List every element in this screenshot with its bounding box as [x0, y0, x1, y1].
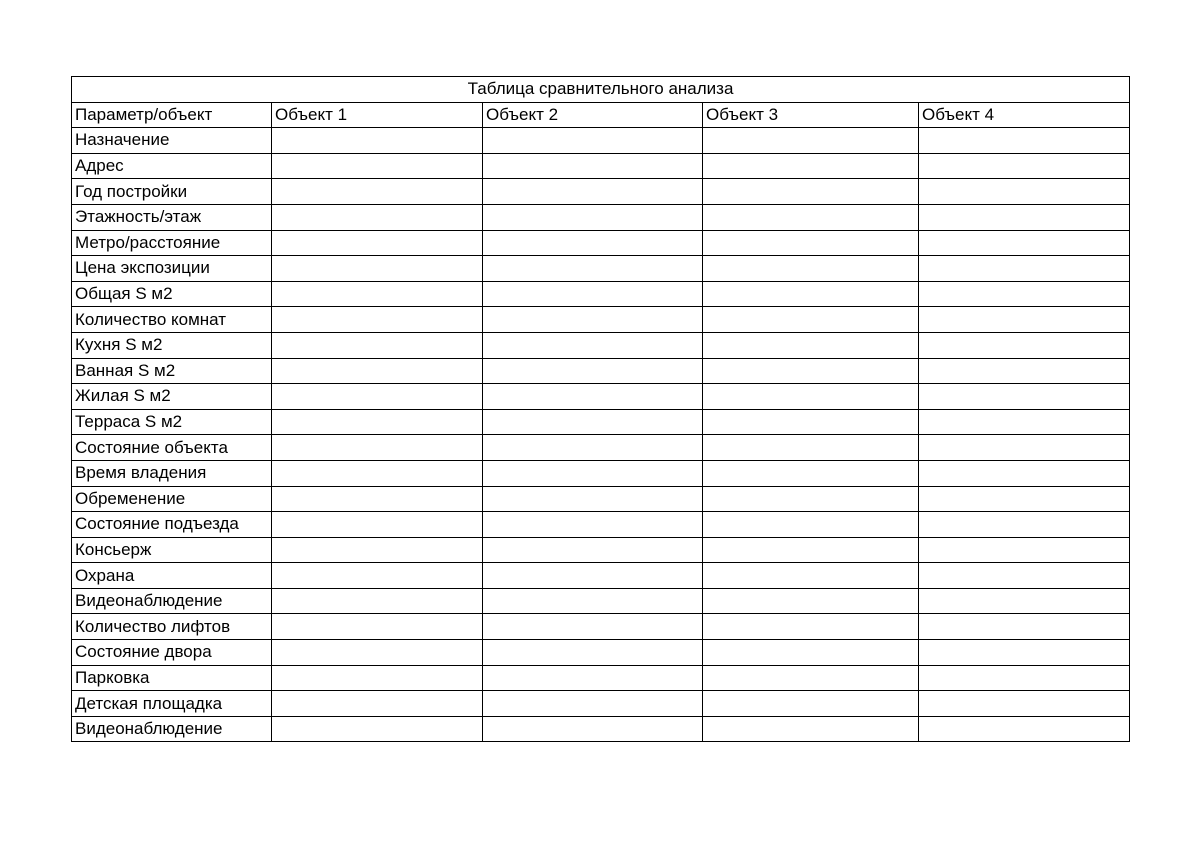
parameter-label: Время владения	[72, 460, 272, 486]
object-2-cell	[483, 435, 703, 461]
object-4-cell	[919, 614, 1130, 640]
parameter-label: Цена экспозиции	[72, 256, 272, 282]
table-row	[72, 358, 1130, 384]
object-3-cell	[703, 384, 919, 410]
object-2-cell	[483, 384, 703, 410]
object-4-cell	[919, 409, 1130, 435]
object-2-cell	[483, 537, 703, 563]
object-3-cell	[703, 691, 919, 717]
object-3-cell	[703, 614, 919, 640]
object-2-cell	[483, 640, 703, 666]
object-1-cell	[272, 409, 483, 435]
object-4-cell	[919, 486, 1130, 512]
parameter-label: Парковка	[72, 665, 272, 691]
parameter-label: Количество комнат	[72, 307, 272, 333]
object-2-cell	[483, 256, 703, 282]
table-row	[72, 204, 1130, 230]
object-2-cell	[483, 179, 703, 205]
object-1-cell	[272, 486, 483, 512]
object-1-cell	[272, 230, 483, 256]
object-2-cell	[483, 204, 703, 230]
object-3-cell	[703, 204, 919, 230]
object-2-cell	[483, 281, 703, 307]
parameter-label: Детская площадка	[72, 691, 272, 717]
table-row	[72, 153, 1130, 179]
object-3-cell	[703, 307, 919, 333]
parameter-label: Год постройки	[72, 179, 272, 205]
object-3-cell	[703, 435, 919, 461]
table-row	[72, 512, 1130, 538]
header-parameter: Параметр/объект	[72, 102, 272, 128]
parameter-label: Видеонаблюдение	[72, 716, 272, 742]
parameter-label: Консьерж	[72, 537, 272, 563]
object-2-cell	[483, 460, 703, 486]
comparison-table	[71, 76, 1130, 742]
parameter-label: Назначение	[72, 128, 272, 154]
table-row	[72, 691, 1130, 717]
object-3-cell	[703, 563, 919, 589]
parameter-label: Состояние подъезда	[72, 512, 272, 538]
object-2-cell	[483, 332, 703, 358]
object-4-cell	[919, 256, 1130, 282]
object-3-cell	[703, 409, 919, 435]
object-4-cell	[919, 435, 1130, 461]
parameter-label: Состояние объекта	[72, 435, 272, 461]
table-row	[72, 256, 1130, 282]
header-object-2: Объект 2	[483, 102, 703, 128]
object-4-cell	[919, 512, 1130, 538]
object-1-cell	[272, 665, 483, 691]
object-1-cell	[272, 307, 483, 333]
parameter-label: Кухня S м2	[72, 332, 272, 358]
header-object-1: Объект 1	[272, 102, 483, 128]
object-1-cell	[272, 153, 483, 179]
table-row	[72, 486, 1130, 512]
object-4-cell	[919, 588, 1130, 614]
table-row	[72, 409, 1130, 435]
object-3-cell	[703, 486, 919, 512]
parameter-label: Ванная S м2	[72, 358, 272, 384]
object-3-cell	[703, 640, 919, 666]
parameter-label: Жилая S м2	[72, 384, 272, 410]
object-4-cell	[919, 204, 1130, 230]
table-row	[72, 281, 1130, 307]
object-4-cell	[919, 128, 1130, 154]
object-3-cell	[703, 153, 919, 179]
object-4-cell	[919, 332, 1130, 358]
parameter-label: Метро/расстояние	[72, 230, 272, 256]
object-4-cell	[919, 384, 1130, 410]
parameter-label: Общая S м2	[72, 281, 272, 307]
object-3-cell	[703, 256, 919, 282]
object-2-cell	[483, 307, 703, 333]
document-sheet	[71, 76, 1130, 742]
table-row	[72, 307, 1130, 333]
object-3-cell	[703, 537, 919, 563]
object-4-cell	[919, 665, 1130, 691]
object-2-cell	[483, 128, 703, 154]
object-3-cell	[703, 588, 919, 614]
object-4-cell	[919, 716, 1130, 742]
object-2-cell	[483, 614, 703, 640]
object-2-cell	[483, 230, 703, 256]
object-2-cell	[483, 563, 703, 589]
object-1-cell	[272, 563, 483, 589]
header-object-3: Объект 3	[703, 102, 919, 128]
table-row	[72, 665, 1130, 691]
table-row	[72, 563, 1130, 589]
table-row	[72, 537, 1130, 563]
parameter-label: Количество лифтов	[72, 614, 272, 640]
object-3-cell	[703, 512, 919, 538]
object-1-cell	[272, 460, 483, 486]
object-2-cell	[483, 486, 703, 512]
object-3-cell	[703, 179, 919, 205]
object-4-cell	[919, 230, 1130, 256]
object-1-cell	[272, 435, 483, 461]
object-3-cell	[703, 128, 919, 154]
object-2-cell	[483, 716, 703, 742]
object-2-cell	[483, 409, 703, 435]
object-2-cell	[483, 153, 703, 179]
object-4-cell	[919, 537, 1130, 563]
header-object-4: Объект 4	[919, 102, 1130, 128]
object-1-cell	[272, 640, 483, 666]
object-1-cell	[272, 179, 483, 205]
object-4-cell	[919, 179, 1130, 205]
object-3-cell	[703, 716, 919, 742]
table-row	[72, 460, 1130, 486]
object-2-cell	[483, 588, 703, 614]
table-body	[72, 128, 1130, 742]
object-2-cell	[483, 358, 703, 384]
object-1-cell	[272, 281, 483, 307]
object-1-cell	[272, 588, 483, 614]
object-3-cell	[703, 281, 919, 307]
parameter-label: Адрес	[72, 153, 272, 179]
table-row	[72, 332, 1130, 358]
table-row	[72, 384, 1130, 410]
table-row	[72, 128, 1130, 154]
parameter-label: Терраса S м2	[72, 409, 272, 435]
object-1-cell	[272, 716, 483, 742]
object-1-cell	[272, 128, 483, 154]
object-4-cell	[919, 691, 1130, 717]
object-2-cell	[483, 691, 703, 717]
table-row	[72, 614, 1130, 640]
object-1-cell	[272, 256, 483, 282]
object-3-cell	[703, 665, 919, 691]
parameter-label: Обременение	[72, 486, 272, 512]
object-4-cell	[919, 640, 1130, 666]
object-1-cell	[272, 512, 483, 538]
object-3-cell	[703, 332, 919, 358]
table-row	[72, 435, 1130, 461]
table-row	[72, 230, 1130, 256]
parameter-label: Охрана	[72, 563, 272, 589]
object-4-cell	[919, 281, 1130, 307]
object-4-cell	[919, 563, 1130, 589]
table-row	[72, 179, 1130, 205]
object-1-cell	[272, 537, 483, 563]
object-4-cell	[919, 153, 1130, 179]
object-2-cell	[483, 665, 703, 691]
object-3-cell	[703, 230, 919, 256]
object-1-cell	[272, 614, 483, 640]
object-4-cell	[919, 460, 1130, 486]
object-3-cell	[703, 460, 919, 486]
object-1-cell	[272, 358, 483, 384]
object-2-cell	[483, 512, 703, 538]
table-row	[72, 588, 1130, 614]
parameter-label: Состояние двора	[72, 640, 272, 666]
object-1-cell	[272, 332, 483, 358]
table-title: Таблица сравнительного анализа	[72, 77, 1130, 103]
table-row	[72, 640, 1130, 666]
object-4-cell	[919, 307, 1130, 333]
parameter-label: Видеонаблюдение	[72, 588, 272, 614]
object-3-cell	[703, 358, 919, 384]
header-row	[72, 102, 1130, 128]
object-1-cell	[272, 691, 483, 717]
parameter-label: Этажность/этаж	[72, 204, 272, 230]
object-1-cell	[272, 384, 483, 410]
object-4-cell	[919, 358, 1130, 384]
title-row	[72, 77, 1130, 103]
object-1-cell	[272, 204, 483, 230]
table-row	[72, 716, 1130, 742]
